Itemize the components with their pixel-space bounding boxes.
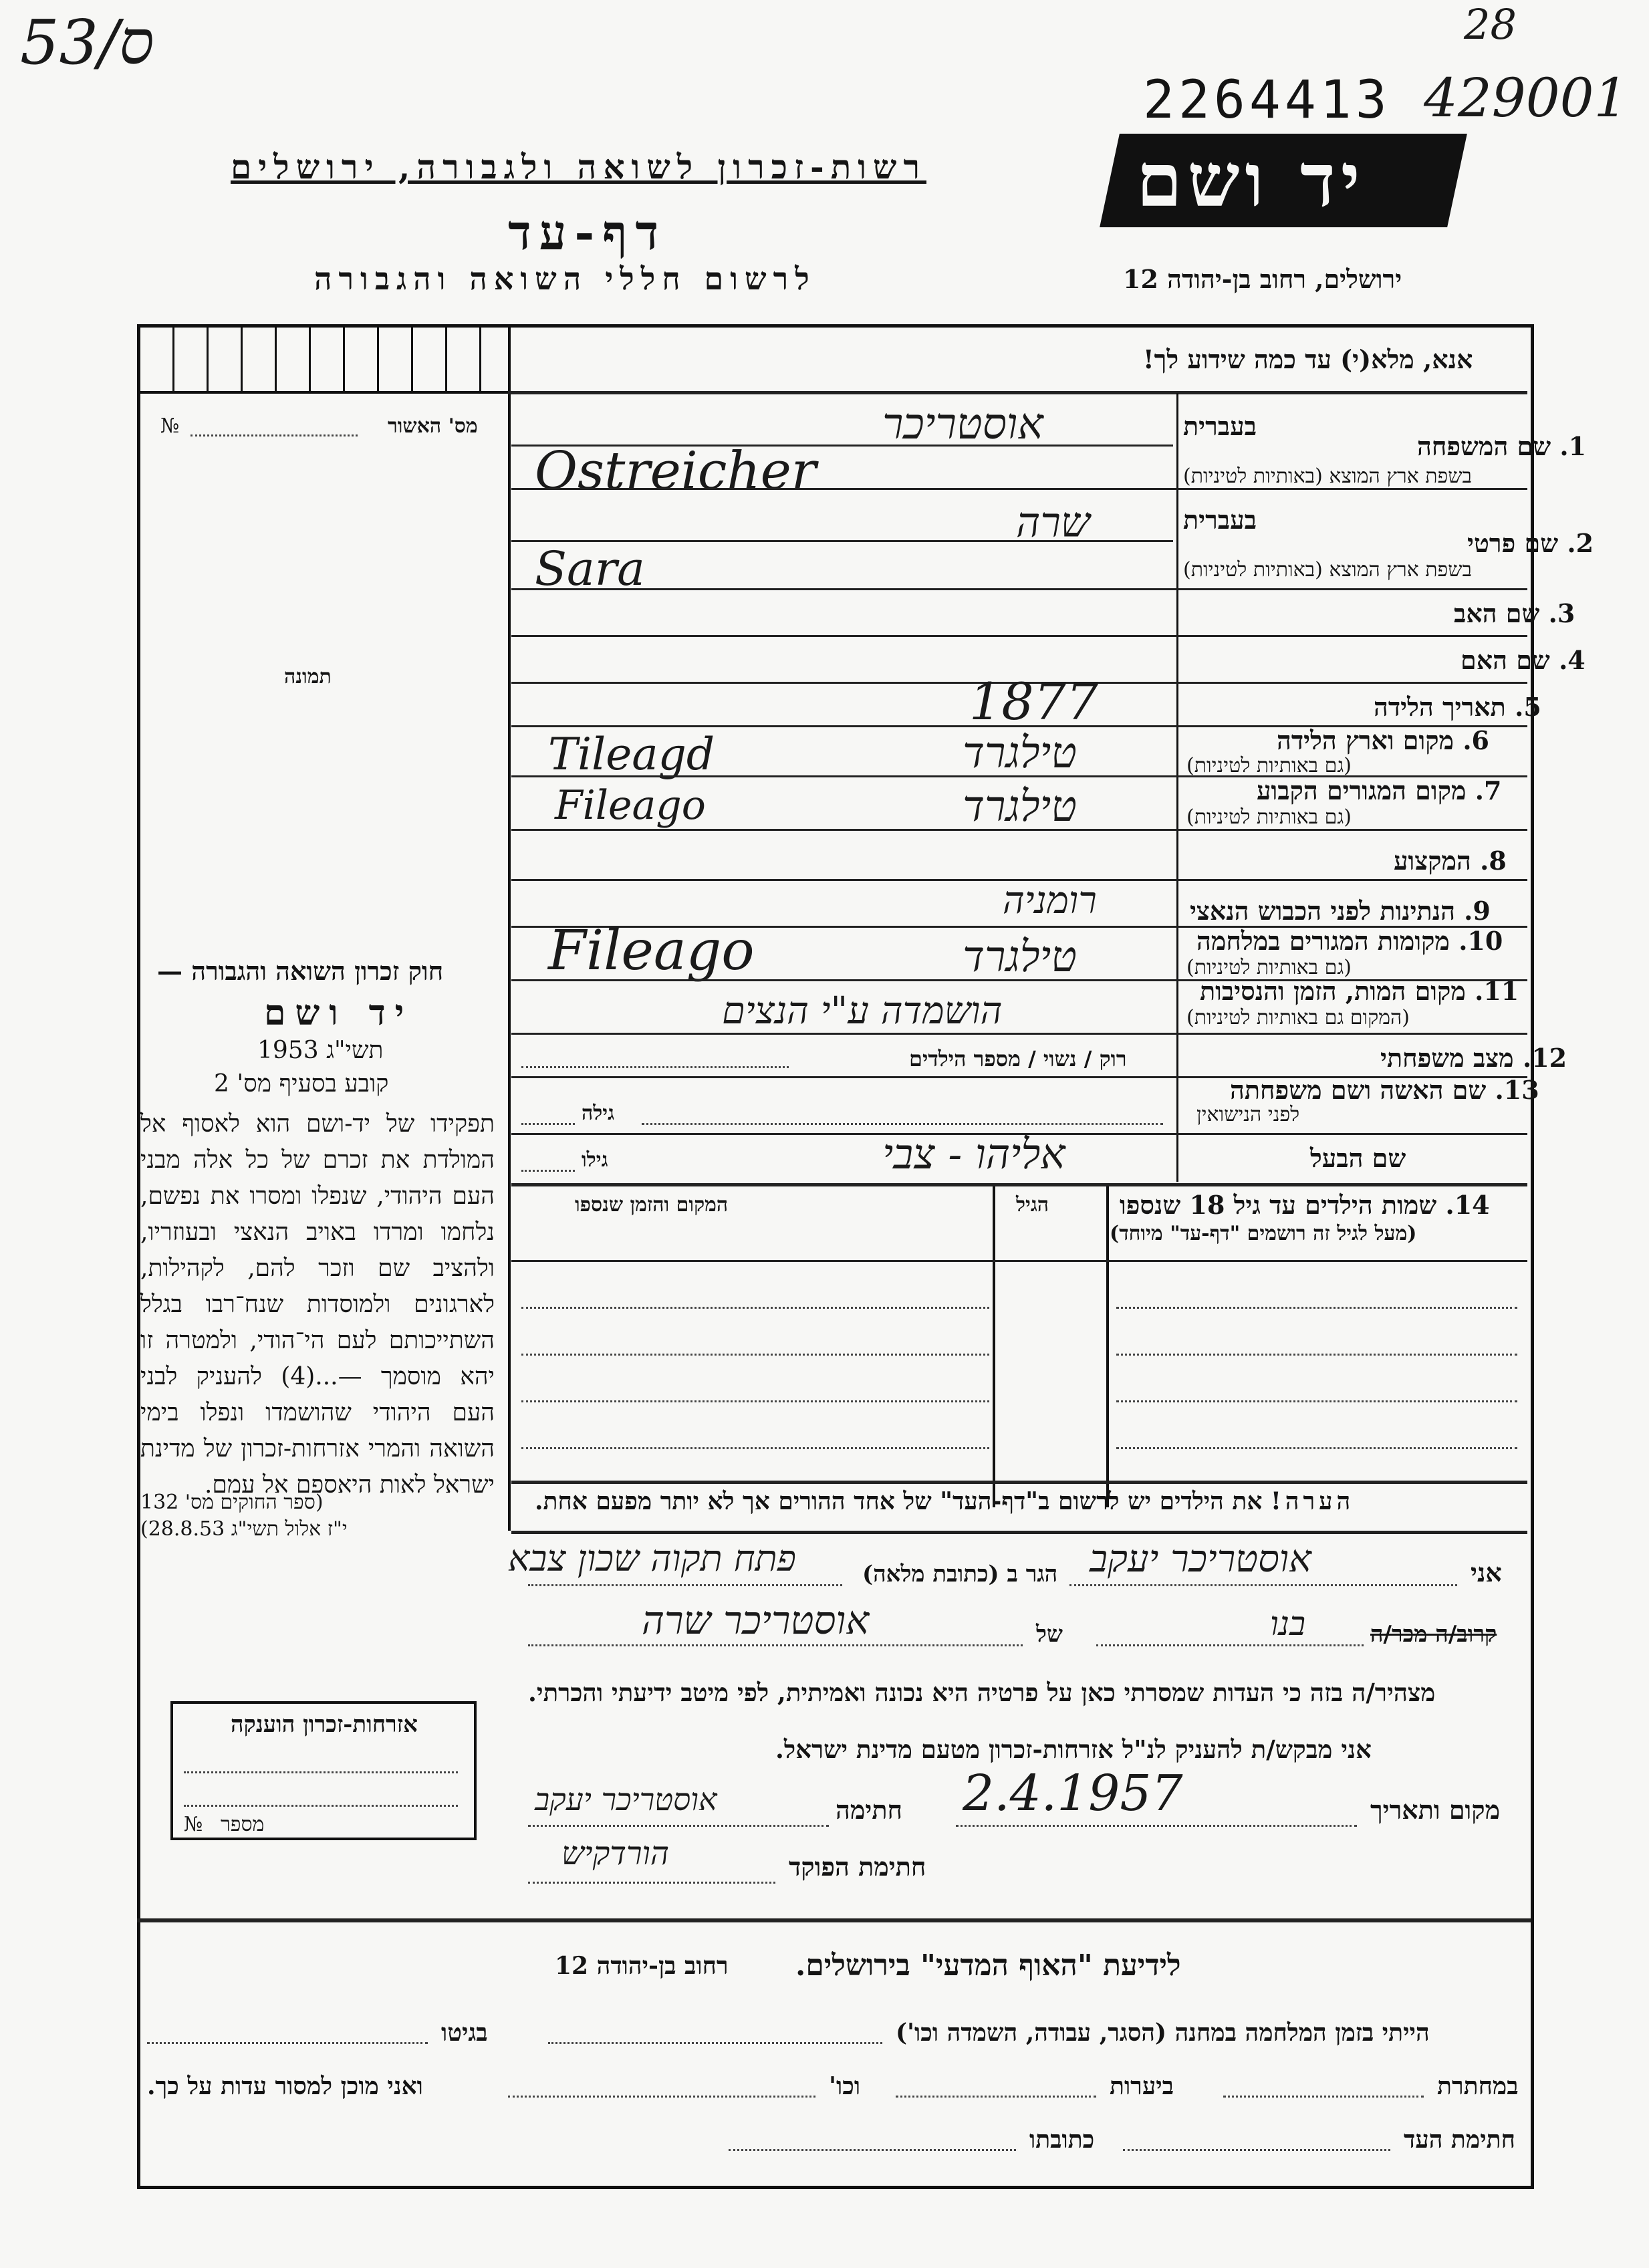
witness-address: פתח תקוה שכון צבא <box>508 1537 796 1580</box>
field-6-num: 6. <box>1463 725 1489 755</box>
field-12-dots <box>521 1066 789 1068</box>
archive-number: 429001 <box>1424 67 1628 129</box>
field-10-text: מקומות המגורים במלחמה <box>1196 926 1450 956</box>
field-6-label <box>1277 725 1489 756</box>
footer-line2-end: ואני מוכן למסור עדות על כך. <box>147 2072 423 2100</box>
field-7-line <box>511 829 1527 831</box>
children-name-row-2 <box>1116 1354 1517 1356</box>
label-divider <box>1176 393 1178 1182</box>
citizenship-line-1 <box>184 1771 458 1773</box>
witness-signature: אוסטריכר יעקב <box>535 1781 717 1817</box>
field-10-num: 10. <box>1458 926 1503 956</box>
footer-line1-dots <box>548 2042 882 2044</box>
children-name-row-4 <box>1116 1447 1517 1449</box>
field-11-value: הושמדה ע"י הנצים <box>722 989 1003 1033</box>
field-2-label <box>1467 528 1594 559</box>
husband-age-label: גילו <box>582 1148 608 1172</box>
witness-relation-label: קרוב/ה מכר/ה <box>1370 1621 1497 1648</box>
law-name: יד ושם <box>264 993 414 1033</box>
citizenship-title: אזרחות-זכרון הוענקה <box>231 1711 418 1738</box>
form-subtitle: לרשום חללי השואה והגבורה <box>314 261 816 297</box>
officer-signature-dots <box>528 1882 775 1884</box>
approval-line <box>191 434 358 436</box>
field-11-label <box>1200 976 1519 1007</box>
field-12-options: רוק / נשוי / מספר הילדים <box>909 1046 1127 1072</box>
witness-of-name: אוסטריכר שרה <box>642 1598 870 1643</box>
children-sub: (מעל לגיל זה רושמים "דף-עד" מיוחד) <box>1110 1222 1417 1245</box>
intro-text: אנא, מלא(י) עד כמה שידוע לך! <box>1143 344 1473 374</box>
field-13-num: 13. <box>1495 1075 1539 1105</box>
witness-date: 2.4.1957 <box>963 1765 1183 1822</box>
field-11-text: מקום המות, הזמן והנסיבות <box>1200 976 1466 1006</box>
field-3-text: שם האב <box>1454 598 1540 628</box>
field-5-value: 1877 <box>969 672 1099 731</box>
field-13-name-dots <box>642 1123 1163 1125</box>
field-10-hebrew-value: טילגרד <box>963 932 1077 982</box>
field-8-label <box>1394 846 1507 876</box>
children-divider-2 <box>1106 1186 1109 1507</box>
photo-label: תמונה <box>284 665 332 688</box>
approval-label: מס' האשור <box>388 414 478 438</box>
children-header-line <box>511 1260 1527 1262</box>
field-6-latin-value: Tileagd <box>548 729 715 780</box>
footer-line2-c: וכו' <box>829 2072 861 2100</box>
children-name-row-1 <box>1116 1307 1517 1309</box>
husband-value: אליהו - צבי <box>882 1130 1065 1178</box>
field-9-num: 9. <box>1464 896 1491 926</box>
field-2-num: 2. <box>1567 528 1594 558</box>
officer-label: חתימת הפוקד <box>789 1852 926 1882</box>
law-text: תפקידו של יד-ושם הוא לאסוף אל המולדת את זכרם של כל אלה מבני העם היהודי, שנפלו ומסרו את נפשם, נלחמו ומרדו באויב הנאצי ובעוזריו, ולהציב שם וזכר להם, לקהילות, לארגונים ולמוסדות שנח־רבו בגלל השתייכותם לעם הי־הודי, ולמטרה זו יהא מוסמך —...(4) להעניק לבני העם היהודי שהושמדו ונפלו בימי השואה והמרי אזרחות-זכרון של מדינת ישראל לאות היאספם אל עמם. <box>140 1110 495 1499</box>
field-7-hebrew-value: טילגרד <box>963 782 1077 832</box>
field-10-sub: (גם באותיות לטיניות) <box>1186 956 1352 979</box>
field-1-tag: בעברית <box>1183 411 1257 441</box>
field-1-text: שם המשפחה <box>1417 431 1551 461</box>
field-10-latin-value: Fileago <box>548 919 755 983</box>
footer-line2-a-dots <box>1223 2096 1424 2098</box>
husband-age-dots <box>521 1170 575 1172</box>
field-12-label <box>1380 1043 1567 1074</box>
law-title: חוק זכרון השואה והגבורה — <box>157 956 444 986</box>
footer-line2-b-dots <box>896 2096 1096 2098</box>
children-col-place: המקום והזמן שנספו <box>575 1193 729 1217</box>
code-boxes <box>140 328 508 394</box>
law-date: י"ז אלול תשי"ג 28.8.53) <box>140 1517 348 1541</box>
witness-signature-label: חתימה <box>836 1795 903 1825</box>
footer-line3-b-dots <box>729 2149 1016 2151</box>
officer-signature: הורדקיש <box>561 1835 670 1872</box>
field-13-text: שם האשה ושם משפחתה <box>1230 1075 1487 1105</box>
children-bottom-line <box>511 1481 1527 1484</box>
field-2-latin-value: Sara <box>535 541 645 596</box>
field-1-hebrew-value: אוסטריכר <box>882 400 1043 449</box>
witness-name-dots <box>1069 1584 1457 1586</box>
field-9-label <box>1190 896 1491 926</box>
intro-rule <box>508 391 1527 394</box>
children-row-4 <box>521 1447 989 1449</box>
footer-line2-a: במחתרת <box>1437 2072 1519 2100</box>
field-1-latin-value: Ostreicher <box>535 441 817 501</box>
witness-of-dots <box>528 1644 1023 1646</box>
document-number: 2264413 <box>1143 70 1391 130</box>
footer-line1-end-dots <box>147 2042 428 2044</box>
field-9-value: רומניה <box>1003 879 1097 922</box>
field-13-sub: לפני הנישואין <box>1196 1103 1300 1126</box>
law-reference: (ספר החוקים מס' 132 <box>140 1491 324 1514</box>
field-7-num: 7. <box>1475 775 1502 805</box>
footer-line1-end: בגיטו <box>441 2019 488 2047</box>
children-text: שמות הילדים עד גיל 18 שנספו <box>1120 1190 1437 1220</box>
column-divider <box>508 328 511 1531</box>
husband-label: שם הבעל <box>1310 1143 1406 1173</box>
margin-note-top-right: 28 <box>1464 0 1517 49</box>
field-2-sub: בשפת ארץ המוצא (באותיות לטיניות) <box>1183 558 1472 582</box>
note-text: את הילדים יש לרשום ב"דף-העד" של אחד ההורים אך לא יותר מפעם אחת. <box>535 1487 1263 1515</box>
field-11-num: 11. <box>1475 976 1519 1006</box>
field-6-hebrew-value: טילגרד <box>963 729 1077 778</box>
witness-request: אני מבקש/ת להעניק לנ"ל אזרחות-זכרון מטעם מדינת ישראל. <box>775 1735 1372 1764</box>
field-7-label <box>1257 775 1501 806</box>
note-row <box>535 1487 1354 1515</box>
field-1-num: 1. <box>1559 431 1587 461</box>
field-7-latin-value: Fileago <box>555 782 706 829</box>
children-col-age: הגיל <box>1016 1193 1049 1217</box>
field-7-text: מקום המגורים הקבוע <box>1257 775 1467 805</box>
children-row-1 <box>521 1307 989 1309</box>
field-12-num: 12. <box>1522 1043 1567 1073</box>
footer-separator <box>137 1918 1531 1922</box>
field-2-hebrew-value: שרה <box>1016 498 1090 547</box>
children-row-2 <box>521 1354 989 1356</box>
field-2-tag: בעברית <box>1183 505 1257 535</box>
footer-title: לידיעת "האוף המדעי" בירושלים. <box>795 1948 1181 1983</box>
field-11-line <box>511 1033 1527 1035</box>
footer-line3-a-dots <box>1123 2149 1390 2151</box>
witness-name: אוסטריכר יעקב <box>1090 1537 1311 1581</box>
witness-address-dots <box>528 1584 842 1586</box>
witness-ani: אני <box>1471 1557 1502 1588</box>
footer-line2-b: ביערות <box>1110 2072 1174 2100</box>
field-1-sub: בשפת ארץ המוצא (באותיות לטיניות) <box>1183 465 1472 488</box>
field-3-label <box>1454 598 1575 629</box>
field-13-age-dots <box>521 1123 575 1125</box>
approval-no-symbol: № <box>160 414 180 438</box>
note-label: הערה! <box>1270 1487 1355 1515</box>
field-11-sub: (המקום גם באותיות לטיניות) <box>1186 1006 1410 1029</box>
footer-line3-a: חתימת העד <box>1404 2126 1515 2154</box>
children-name-row-3 <box>1116 1400 1517 1402</box>
citizenship-number-symbol: № <box>184 1813 203 1836</box>
field-10-label <box>1196 926 1503 957</box>
field-7-sub: (גם באותיות לטיניות) <box>1186 805 1352 829</box>
field-5-num: 5. <box>1515 692 1541 722</box>
field-5-text: תאריך הלידה <box>1374 692 1506 722</box>
field-2-text: שם פרטי <box>1467 528 1559 558</box>
husband-line <box>511 1183 1527 1186</box>
children-row-3 <box>521 1400 989 1402</box>
field-6-text: מקום וארץ הלידה <box>1277 725 1454 755</box>
field-1-line-b <box>511 488 1527 490</box>
witness-relation-dots <box>1096 1644 1364 1646</box>
margin-note-top-left: 53/ס <box>20 7 154 78</box>
field-4-label <box>1461 645 1585 676</box>
field-4-text: שם האם <box>1461 645 1550 675</box>
witness-relation: בנו <box>1270 1604 1306 1643</box>
footer-line3-b: כתובתו <box>1029 2126 1095 2154</box>
children-divider-1 <box>993 1186 995 1507</box>
field-1-label <box>1417 431 1586 462</box>
logo-text: יד ושם <box>1136 137 1366 223</box>
field-3-num: 3. <box>1548 598 1575 628</box>
note-bottom-line <box>511 1531 1527 1534</box>
field-2-line-b <box>511 588 1527 590</box>
witness-signature-dots <box>528 1825 829 1827</box>
citizenship-line-2 <box>184 1805 458 1807</box>
field-12-text: מצב משפחתי <box>1380 1043 1514 1073</box>
witness-declaration: מצהיר/ה בזה כי העדות שמסרתי כאן על פרטיה היא נכונה ואמיתית, לפי מיטב ידיעתי והכרתי. <box>528 1678 1436 1707</box>
witness-date-dots <box>956 1825 1357 1827</box>
children-label <box>1120 1190 1490 1221</box>
field-3-line <box>511 635 1527 637</box>
authority-title: רשות-זכרון לשואה ולגבורה, ירושלים <box>231 147 927 186</box>
field-13-label <box>1230 1075 1539 1106</box>
footer-address: רחוב בן-יהודה 12 <box>555 1952 729 1980</box>
law-year: תשי"ג 1953 <box>257 1037 384 1064</box>
field-6-sub: (גם באותיות לטיניות) <box>1186 754 1352 777</box>
citizenship-number-label: מספר <box>221 1813 265 1836</box>
field-8-num: 8. <box>1480 846 1507 876</box>
law-clause: קובע בסעיף מס' 2 <box>214 1070 389 1098</box>
witness-of-label: של <box>1036 1621 1063 1648</box>
footer-line2-c-dots <box>508 2096 815 2098</box>
witness-place-date-label: מקום ותאריך <box>1370 1795 1501 1825</box>
field-8-text: המקצוע <box>1394 846 1471 876</box>
footer-line1: הייתי בזמן המלחמה במחנה (הסגר, עבודה, השמדה וכו') <box>896 2019 1430 2047</box>
field-13-age-label: גילה <box>582 1102 615 1125</box>
children-num: 14. <box>1445 1190 1490 1220</box>
field-5-label <box>1374 692 1541 723</box>
header-address: ירושלים, רחוב בן-יהודה 12 <box>1123 264 1402 294</box>
witness-lives-label: הגר ב (כתובת מלאה) <box>862 1561 1058 1588</box>
form-title: דף-עד <box>508 204 667 261</box>
field-4-num: 4. <box>1559 645 1585 675</box>
field-9-text: הנתינות לפני הכבוש הנאצי <box>1190 896 1455 926</box>
